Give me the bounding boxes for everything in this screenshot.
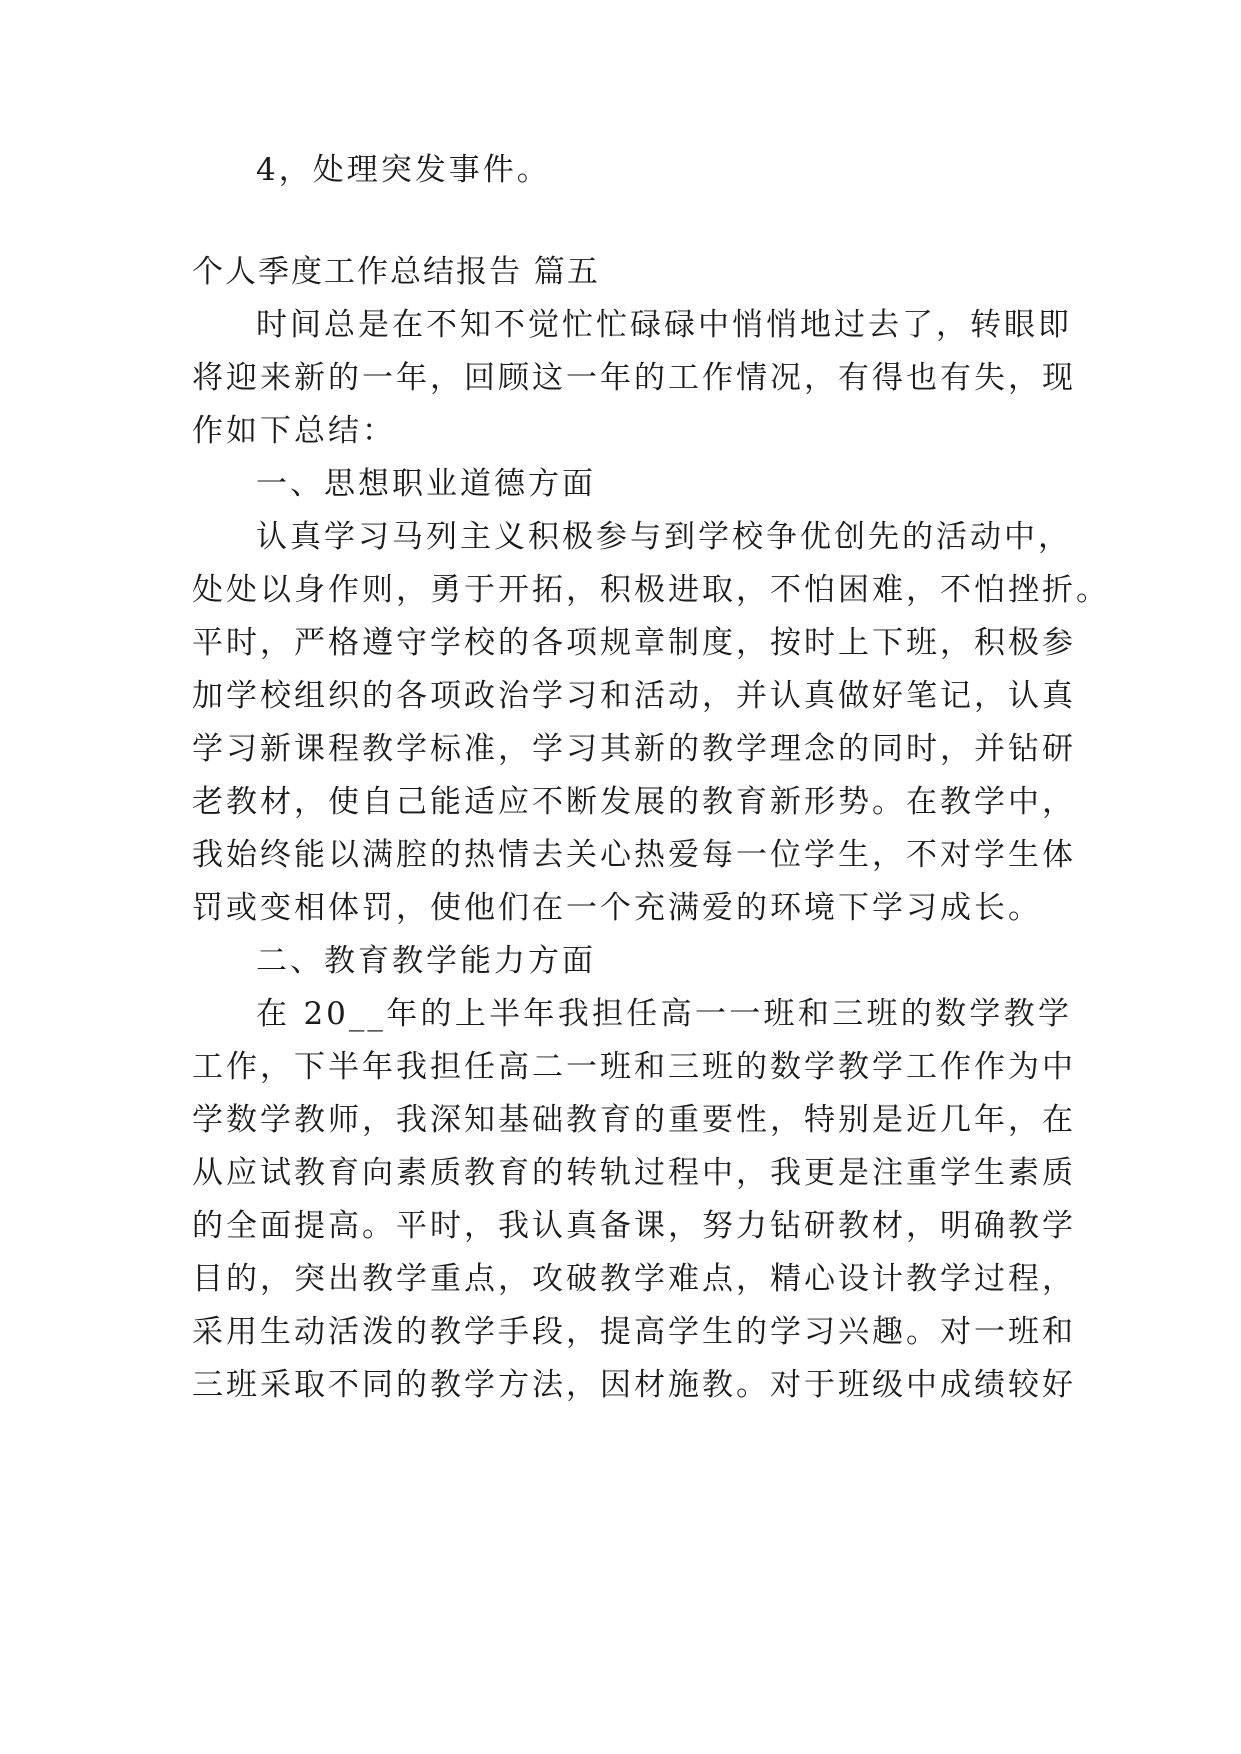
paragraph-line: 作如下总结： xyxy=(192,413,396,449)
paragraph-line: 工作，下半年我担任高二一班和三班的数学教学工作作为中 xyxy=(192,1049,1076,1085)
paragraph-line: 平时，严格遵守学校的各项规章制度，按时上下班，积极参 xyxy=(192,625,1076,661)
section-title: 个人季度工作总结报告 篇五 xyxy=(192,254,600,290)
subheading-teaching: 二、教育教学能力方面 xyxy=(256,943,596,979)
paragraph-line: 时间总是在不知不觉忙忙碌碌中悄悄地过去了，转眼即 xyxy=(256,307,1072,343)
paragraph-line: 采用生动活泼的教学手段，提高学生的学习兴趣。对一班和 xyxy=(192,1314,1076,1350)
paragraph-line: 目的，突出教学重点，攻破教学难点，精心设计教学过程， xyxy=(192,1261,1076,1297)
paragraph-line: 加学校组织的各项政治学习和活动，并认真做好笔记，认真 xyxy=(192,678,1076,714)
subheading-ethics: 一、思想职业道德方面 xyxy=(256,466,596,502)
paragraph-line: 学数学教师，我深知基础教育的重要性，特别是近几年，在 xyxy=(192,1102,1076,1138)
paragraph-line: 在 20__年的上半年我担任高一一班和三班的数学教学 xyxy=(256,996,1072,1032)
list-item-4: 4，处理突发事件。 xyxy=(256,152,551,188)
paragraph-line: 将迎来新的一年，回顾这一年的工作情况，有得也有失，现 xyxy=(192,360,1076,396)
paragraph-line: 我始终能以满腔的热情去关心热爱每一位学生，不对学生体 xyxy=(192,837,1076,873)
paragraph-line: 从应试教育向素质教育的转轨过程中，我更是注重学生素质 xyxy=(192,1155,1076,1191)
paragraph-line: 学习新课程教学标准，学习其新的教学理念的同时，并钻研 xyxy=(192,731,1076,767)
paragraph-line: 三班采取不同的教学方法，因材施教。对于班级中成绩较好 xyxy=(192,1367,1076,1403)
paragraph-line: 处处以身作则，勇于开拓，积极进取，不怕困难，不怕挫折。 xyxy=(192,572,1110,608)
paragraph-line: 认真学习马列主义积极参与到学校争优创先的活动中， xyxy=(256,519,1072,555)
paragraph-line: 罚或变相体罚，使他们在一个充满爱的环境下学习成长。 xyxy=(192,890,1042,926)
paragraph-line: 的全面提高。平时，我认真备课，努力钻研教材，明确教学 xyxy=(192,1208,1076,1244)
paragraph-line: 老教材，使自己能适应不断发展的教育新形势。在教学中， xyxy=(192,784,1076,820)
